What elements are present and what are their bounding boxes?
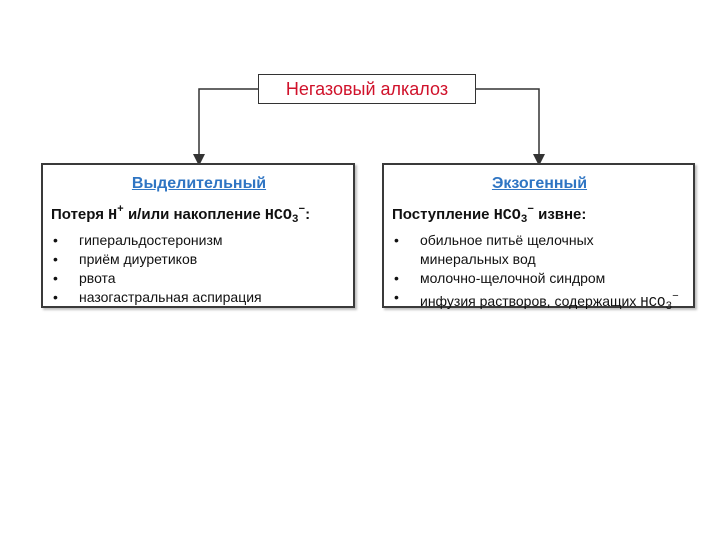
diagram-title-box xyxy=(258,74,476,104)
list-item: • гиперальдостеронизм xyxy=(53,232,223,248)
right-connector-arrow xyxy=(476,89,539,160)
exogenous-lead: Поступление $HCO_3^-$ извне: xyxy=(392,204,587,226)
diagram-title: Негазовый алкалоз xyxy=(285,78,449,99)
excretory-heading: Выделительный xyxy=(131,175,267,192)
left-connector-arrow xyxy=(199,89,258,160)
bicarbonate-ion: $HCO_3^-$ xyxy=(264,204,306,226)
list-item-continuation: минеральных вод xyxy=(420,251,536,267)
list-item: • молочно-щелочной синдром xyxy=(394,270,606,286)
hydrogen-ion: H+ xyxy=(108,204,124,224)
excretory-list xyxy=(51,231,347,307)
bicarbonate-ion: $HCO_3^-$ xyxy=(493,204,534,226)
list-item: • приём диуретиков xyxy=(53,251,198,267)
exogenous-heading: Экзогенный xyxy=(491,175,588,192)
list-item: • назогастральная аспирация xyxy=(53,289,262,305)
list-item: • рвота xyxy=(53,270,116,286)
exogenous-list xyxy=(392,231,687,317)
exogenous-panel xyxy=(382,163,695,313)
bicarbonate-ion: $HCO_3^-$ xyxy=(640,291,679,313)
excretory-lead: Потеря H+ и/или накопление $HCO_3^-$: xyxy=(51,204,311,226)
excretory-panel xyxy=(41,163,355,308)
list-item: • обильное питьё щелочных xyxy=(394,232,594,248)
list-item: • инфузия растворов, содержащих $HCO_3^-$ xyxy=(394,289,679,313)
